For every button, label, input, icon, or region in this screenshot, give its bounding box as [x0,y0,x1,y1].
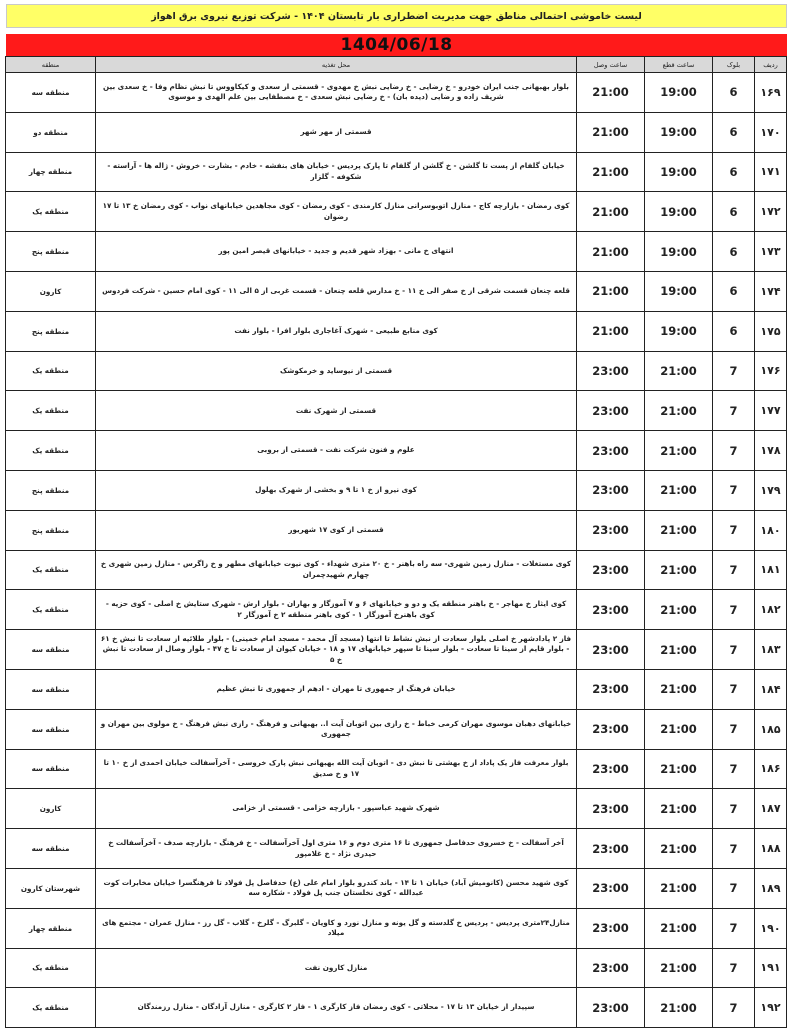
location-text: علوم و فنون شرکت نفت - قسمتی از بروبی [96,431,577,471]
connect-time: 23:00 [577,510,645,550]
row-number: ۱۸۳ [755,630,787,670]
block-number: 6 [713,73,755,113]
connect-time: 23:00 [577,948,645,988]
connect-time: 23:00 [577,550,645,590]
table-row [6,948,787,988]
document-sheet [6,4,787,1028]
region-name: منطقه سه [6,669,96,709]
table-body [6,73,787,1028]
cut-time: 21:00 [645,431,713,471]
row-number: ۱۷۲ [755,192,787,232]
connect-time: 21:00 [577,192,645,232]
column-header-cut-time: ساعت قطع [645,57,713,73]
cut-time: 21:00 [645,868,713,908]
cut-time: 21:00 [645,948,713,988]
region-name: منطقه یک [6,948,96,988]
connect-time: 23:00 [577,351,645,391]
block-number: 6 [713,232,755,272]
row-number: ۱۸۴ [755,669,787,709]
table-row [6,391,787,431]
block-number: 7 [713,908,755,948]
cut-time: 21:00 [645,470,713,510]
region-name: منطقه سه [6,749,96,789]
block-number: 7 [713,829,755,869]
location-text: قلعه چنعان قسمت شرقی از خ صفر الی خ ۱۱ - خ مدارس قلعه چنعان - قسمت غربی از ۵ الی ۱۱ - کوی امام حسین - شرکت فردوس [96,271,577,311]
block-number: 7 [713,948,755,988]
row-number: ۱۸۹ [755,868,787,908]
cut-time: 21:00 [645,988,713,1028]
block-number: 7 [713,669,755,709]
cut-time: 21:00 [645,669,713,709]
location-text: خیابانهای دهبان موسوی مهران کرمی خباط - خ رازی بین اتوبان آیت ا.. بهبهانی و فرهنگ - رازی نبش فرهنگ - خ مولوی بین مهران و جمهوری [96,709,577,749]
block-number: 7 [713,868,755,908]
connect-time: 23:00 [577,829,645,869]
location-text: بلوار معرفت فاز یک پاداد از خ بهشتی تا نبش دی - اتوبان آیت الله بهبهانی نبش پارک خروسی - آخرآسفالت خیابان احمدی از خ ۱۰ تا ۱۷ و خ صدیق [96,749,577,789]
table-row [6,192,787,232]
region-name: منطقه چهار [6,908,96,948]
table-row [6,112,787,152]
connect-time: 23:00 [577,431,645,471]
cut-time: 21:00 [645,630,713,670]
connect-time: 23:00 [577,868,645,908]
connect-time: 23:00 [577,908,645,948]
block-number: 7 [713,351,755,391]
cut-time: 19:00 [645,271,713,311]
row-number: ۱۸۸ [755,829,787,869]
row-number: ۱۷۶ [755,351,787,391]
cut-time: 19:00 [645,311,713,351]
cut-time: 21:00 [645,510,713,550]
region-name: منطقه پنج [6,311,96,351]
table-row [6,630,787,670]
row-number: ۱۸۰ [755,510,787,550]
location-text: قسمتی از کوی ۱۷ شهریور [96,510,577,550]
region-name: منطقه پنج [6,470,96,510]
table-row [6,232,787,272]
cut-time: 19:00 [645,192,713,232]
location-text: شهرک شهید عباسپور - بازارچه خزامی - قسمتی از خزامی [96,789,577,829]
row-number: ۱۶۹ [755,73,787,113]
connect-time: 21:00 [577,311,645,351]
table-row [6,829,787,869]
cut-time: 21:00 [645,550,713,590]
row-number: ۱۸۵ [755,709,787,749]
location-text: کوی شهید محسن (کانومیش آباد) خیابان ۱ تا ۱۴ - باند کندرو بلوار امام علی (ع) حدفاصل پل فولاد تا فرهنگسرا خیابان مخابرات کوت عبدالله - کوی نخلستان جنب پل فولاد - شکاره سه [96,868,577,908]
block-number: 6 [713,311,755,351]
table-row [6,669,787,709]
block-number: 6 [713,152,755,192]
row-number: ۱۷۷ [755,391,787,431]
location-text: کوی رمضان - بازارچه کاج - منازل اتوبوسرانی منازل کارمندی - کوی رمضان - کوی مجاهدین خیابانهای نواب - کوی رمضان خ ۱۳ تا ۱۷ رضوان [96,192,577,232]
table-row [6,988,787,1028]
region-name: منطقه یک [6,590,96,630]
location-text: قسمتی از نیوساید و خرمکوشک [96,351,577,391]
table-row [6,271,787,311]
cut-time: 21:00 [645,789,713,829]
cut-time: 21:00 [645,391,713,431]
row-number: ۱۷۰ [755,112,787,152]
connect-time: 21:00 [577,112,645,152]
connect-time: 23:00 [577,669,645,709]
cut-time: 21:00 [645,590,713,630]
table-row [6,73,787,113]
location-text: سپیدار از خیابان ۱۳ تا ۱۷ - محلاتی - کوی رمضان فاز کارگری ۱ - فاز ۲ کارگری - منازل آزادگان - منازل رزمندگان [96,988,577,1028]
location-text: کوی منابع طبیعی - شهرک آغاجاری بلوار افرا - بلوار نفت [96,311,577,351]
block-number: 6 [713,112,755,152]
connect-time: 21:00 [577,232,645,272]
column-header-connect-time: ساعت وصل [577,57,645,73]
location-text: انتهای خ مانی - بهزاد شهر قدیم و جدید - خیابانهای قیصر امین پور [96,232,577,272]
cut-time: 21:00 [645,829,713,869]
table-row [6,868,787,908]
block-number: 7 [713,630,755,670]
table-row [6,152,787,192]
date-banner: 1404/06/18 [6,34,787,56]
connect-time: 21:00 [577,152,645,192]
region-name: کارون [6,789,96,829]
region-name: منطقه سه [6,829,96,869]
location-text: منازل۲۴متری پردیس - پردیس خ گلدسته و گل یونه و منازل نورد و کاویان - گلبرگ - گلرخ - گلاب - گل رز - منازل عمران - مجتمع های میلاد [96,908,577,948]
region-name: منطقه سه [6,709,96,749]
location-text: قسمتی از مهر شهر [96,112,577,152]
block-number: 7 [713,709,755,749]
block-number: 7 [713,988,755,1028]
location-text: خیابان فرهنگ از جمهوری تا مهران - ادهم از جمهوری تا نبش عظیم [96,669,577,709]
region-name: منطقه پنج [6,232,96,272]
row-number: ۱۷۱ [755,152,787,192]
region-name: منطقه دو [6,112,96,152]
location-text: کوی نیرو از خ ۱ تا ۹ و بخشی از شهرک بهلول [96,470,577,510]
connect-time: 23:00 [577,709,645,749]
cut-time: 19:00 [645,73,713,113]
block-number: 7 [713,749,755,789]
block-number: 7 [713,590,755,630]
table-row [6,311,787,351]
table-header [6,57,787,73]
table-row [6,470,787,510]
cut-time: 21:00 [645,749,713,789]
column-header-region: منطقه [6,57,96,73]
cut-time: 19:00 [645,232,713,272]
row-number: ۱۷۹ [755,470,787,510]
row-number: ۱۷۳ [755,232,787,272]
connect-time: 21:00 [577,271,645,311]
block-number: 7 [713,470,755,510]
table-row [6,709,787,749]
region-name: کارون [6,271,96,311]
location-text: بلوار بهبهانی جنب ایران خودرو - خ رضایی - خ رضایی نبش خ مهدوی - قسمتی از سعدی و کیکاووس تا نبش نظام وفا - خ سعدی بین شریف زاده و رضایی (دیده بان) - خ رضایی نبش سعدی - خ مصطفایی بین علم الهدی و موسوی [96,73,577,113]
row-number: ۱۷۵ [755,311,787,351]
cut-time: 19:00 [645,112,713,152]
region-name: منطقه سه [6,73,96,113]
block-number: 7 [713,391,755,431]
row-number: ۱۹۱ [755,948,787,988]
connect-time: 23:00 [577,590,645,630]
row-number: ۱۷۴ [755,271,787,311]
region-name: منطقه یک [6,192,96,232]
block-number: 7 [713,510,755,550]
location-text: منازل کارون نفت [96,948,577,988]
row-number: ۱۸۶ [755,749,787,789]
column-header-radif: ردیف [755,57,787,73]
region-name: منطقه یک [6,351,96,391]
document-title: لیست خاموشی احتمالی مناطق جهت مدیریت اضطراری بار تابستان ۱۴۰۴ - شرکت توزیع نیروی برق اهواز [6,4,787,28]
connect-time: 23:00 [577,630,645,670]
table-row [6,590,787,630]
connect-time: 23:00 [577,470,645,510]
row-number: ۱۹۲ [755,988,787,1028]
location-text: آخر آسفالت - خ خسروی حدفاصل جمهوری تا ۱۶ متری دوم و ۱۶ متری اول آخرآسفالت - خ فرهنگ - بازارچه صدف - آخرآسفالت خ حیدری نژاد - خ غلامپور [96,829,577,869]
connect-time: 23:00 [577,988,645,1028]
outage-table [5,56,787,1028]
table-row [6,789,787,829]
row-number: ۱۸۷ [755,789,787,829]
cut-time: 21:00 [645,709,713,749]
cut-time: 19:00 [645,152,713,192]
block-number: 7 [713,789,755,829]
row-number: ۱۷۸ [755,431,787,471]
column-header-location: محل تغذیه [96,57,577,73]
location-text: کوی مستغلات - منازل زمین شهری- سه راه باهنر - خ ۲۰ متری شهداء - کوی نیوت خیابانهای مطهر و خ زاگرس - منازل زمین شهری خ چهارم شهیدچمران [96,550,577,590]
row-number: ۱۹۰ [755,908,787,948]
block-number: 7 [713,431,755,471]
location-text: خیابان گلفام از پست تا گلشن - خ گلشن از گلفام تا پارک پردیس - خیابان های بنفشه - خادم - بشارت - خروش - ژاله ها - آراسته - شکوفه - گلزار [96,152,577,192]
connect-time: 23:00 [577,391,645,431]
row-number: ۱۸۱ [755,550,787,590]
region-name: منطقه یک [6,431,96,471]
table-row [6,510,787,550]
location-text: قسمتی از شهرک نفت [96,391,577,431]
table-row [6,749,787,789]
cut-time: 21:00 [645,351,713,391]
block-number: 6 [713,271,755,311]
block-number: 7 [713,550,755,590]
table-row [6,908,787,948]
location-text: فاز ۲ پادادشهر خ اصلی بلوار سعادت از نبش نشاط تا انتها (مسجد آل محمد - مسجد امام خمینی) - بلوار طلائیه از سعادت تا نبش خ ۶۱ - بلوار قایم از سینا تا سعادت - بلوار سینا تا سپهر خیابانهای ۱۷ و ۱۸ - خیابان کیوان از سعادت تا خ ۴۷ - بلوار وصال از سعادت تا نبش خ ۵ [96,630,577,670]
region-name: منطقه پنج [6,510,96,550]
block-number: 6 [713,192,755,232]
region-name: منطقه یک [6,550,96,590]
column-header-block: بلوک [713,57,755,73]
region-name: شهرستان کارون [6,868,96,908]
location-text: کوی ایثار خ مهاجر - خ باهنر منطقه یک و دو و خیابانهای ۶ و ۷ آموزگار و بهاران - بلوار ارش - شهرک ستایش خ اصلی - کوی حزیه - کوی باهنرخ آموزگار ۱ - کوی باهنر منطقه ۲ خ آموزگار ۲ [96,590,577,630]
cut-time: 21:00 [645,908,713,948]
region-name: منطقه یک [6,988,96,1028]
region-name: منطقه چهار [6,152,96,192]
region-name: منطقه سه [6,630,96,670]
row-number: ۱۸۲ [755,590,787,630]
table-row [6,351,787,391]
connect-time: 21:00 [577,73,645,113]
connect-time: 23:00 [577,749,645,789]
region-name: منطقه یک [6,391,96,431]
table-row [6,550,787,590]
table-row [6,431,787,471]
connect-time: 23:00 [577,789,645,829]
